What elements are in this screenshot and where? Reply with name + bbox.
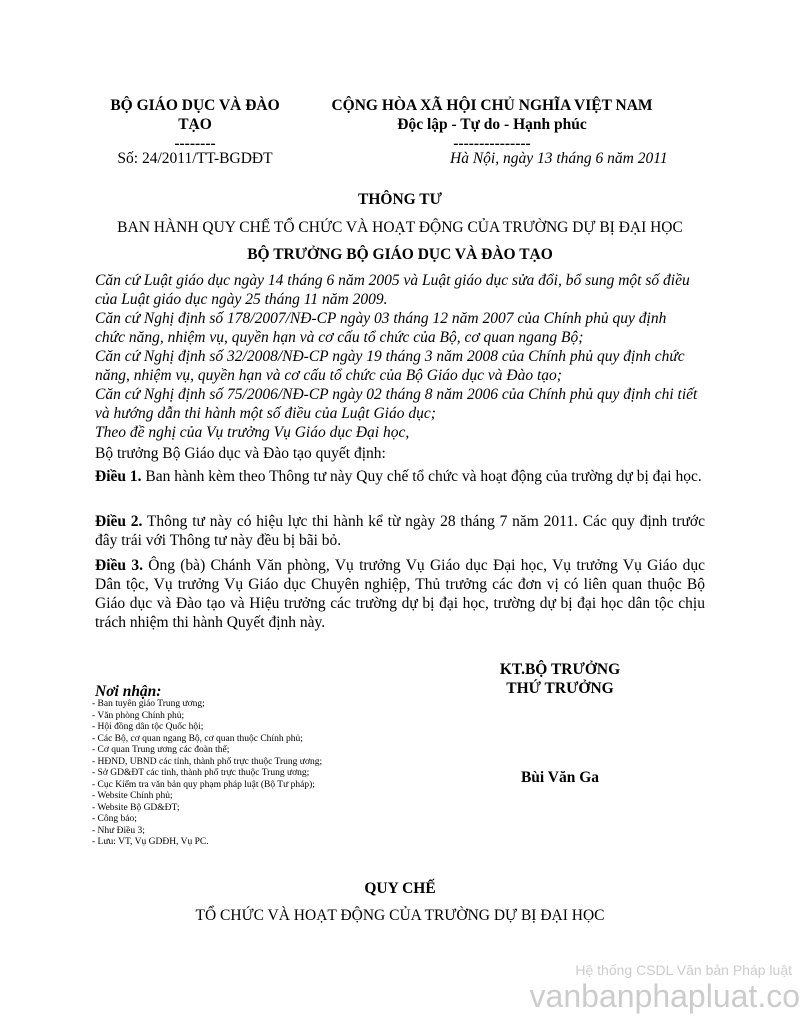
national-header	[318, 96, 666, 153]
article-2	[95, 512, 705, 550]
article-1	[95, 467, 705, 486]
ministry-name	[100, 96, 290, 153]
signature-title	[440, 660, 680, 698]
article-label: Điều 1.	[95, 468, 142, 485]
recipient-item: - Sở GD&ĐT các tỉnh, thành phố trực thuộc Trung ương;	[92, 768, 310, 778]
preamble-line: chức năng, nhiệm vụ, quyền hạn và cơ cấu tổ chức của Bộ, cơ quan ngang Bộ;	[95, 329, 584, 346]
motto-rule: ---------------	[453, 135, 531, 152]
article-label: Điều 2.	[95, 513, 143, 530]
decision-intro: Bộ trưởng Bộ Giáo dục và Đào tạo quyết định:	[95, 445, 386, 462]
country-name: CỘNG HÒA XÃ HỘI CHỦ NGHĨA VIỆT NAM	[331, 97, 653, 114]
recipient-item: - Các Bộ, cơ quan ngang Bộ, cơ quan thuộc Chính phủ;	[92, 733, 303, 744]
preamble-line: và hướng dẫn thi hành một số điều của Luật Giáo dục;	[95, 405, 436, 422]
article-text: Ban hành kèm theo Thông tư này Quy chế tổ chức và hoạt động của trường dự bị đại học.	[141, 468, 702, 485]
recipient-item: - Công báo;	[92, 814, 137, 824]
recipient-item: - Văn phòng Chính phủ;	[92, 710, 185, 721]
ministry-name-line2: TẠO	[178, 116, 212, 133]
regulation-subtitle: TỔ CHỨC VÀ HOẠT ĐỘNG CỦA TRƯỜNG DỰ BỊ ĐẠI HỌC	[195, 907, 605, 924]
place-date: Hà Nội, ngày 13 tháng 6 năm 2011	[450, 150, 668, 167]
document-subject: BAN HÀNH QUY CHẾ TỔ CHỨC VÀ HOẠT ĐỘNG CỦA TRƯỜNG DỰ BỊ ĐẠI HỌC	[117, 219, 683, 236]
document-number: Số: 24/2011/TT-BGDĐT	[117, 150, 273, 167]
signer-name: Bùi Văn Ga	[520, 769, 600, 786]
preamble-line: Căn cứ Luật giáo dục ngày 14 tháng 6 năm 2005 và Luật giáo dục sửa đổi, bổ sung một số điều	[95, 272, 690, 289]
watermark-site: vanbanphapluat.co	[529, 978, 800, 1014]
regulation-title: QUY CHẾ	[364, 880, 436, 897]
article-text: Ông (bà) Chánh Văn phòng, Vụ trưởng Vụ Giáo dục Đại học, Vụ trưởng Vụ Giáo dục Dân tộc, Vụ trưởng Vụ Giáo dục Chuyên nghiệp, Thủ trưởng các đơn vị có liên quan thuộc Bộ Giáo dục và Đào tạo và Hiệu trưởng các trường dự bị đại học, trường dự bị đại học dân tộc chịu trách nhiệm thi hành Quyết định này.	[95, 557, 706, 631]
document-type: THÔNG TƯ	[358, 191, 442, 208]
signature-line1: KT.BỘ TRƯỞNG	[499, 661, 621, 678]
preamble-line: của Luật giáo dục ngày 25 tháng 11 năm 2009.	[95, 291, 388, 308]
preamble	[95, 271, 715, 442]
recipients-heading: Nơi nhận:	[95, 683, 162, 700]
preamble-line: năng, nhiệm vụ, quyền hạn và cơ cấu tổ chức của Bộ Giáo dục và Đào tạo;	[95, 367, 562, 384]
recipient-item: - Cục Kiểm tra văn bản quy phạm pháp luật (Bộ Tư pháp);	[92, 779, 315, 790]
ministry-rule: --------	[174, 135, 216, 152]
recipient-item: - Cơ quan Trung ương các đoàn thể;	[92, 745, 230, 755]
watermark-system: Hệ thống CSDL Văn bản Pháp luật	[575, 962, 792, 978]
recipient-item: - Website Chính phủ;	[92, 791, 173, 801]
recipient-item: - Lưu: VT, Vụ GDĐH, Vụ PC.	[92, 837, 209, 847]
article-3	[95, 556, 705, 632]
recipient-item: - Như Điều 3;	[92, 825, 145, 836]
national-motto: Độc lập - Tự do - Hạnh phúc	[397, 116, 587, 133]
ministry-name-line1: BỘ GIÁO DỤC VÀ ĐÀO	[110, 97, 280, 114]
preamble-line: Căn cứ Nghị định số 75/2006/NĐ-CP ngày 02 tháng 8 năm 2006 của Chính phủ quy định chi tiết	[95, 386, 698, 403]
recipient-item: - Hội đồng dân tộc Quốc hội;	[92, 722, 204, 732]
signature-line2: THỨ TRƯỞNG	[506, 680, 614, 697]
issuer-title: BỘ TRƯỞNG BỘ GIÁO DỤC VÀ ĐÀO TẠO	[247, 246, 553, 263]
recipient-item: - Website Bộ GD&ĐT;	[92, 802, 180, 813]
article-text: Thông tư này có hiệu lực thi hành kể từ ngày 28 tháng 7 năm 2011. Các quy định trước đây trái với Thông tư này đều bị bãi bỏ.	[95, 513, 705, 549]
preamble-line: Căn cứ Nghị định số 178/2007/NĐ-CP ngày 03 tháng 12 năm 2007 của Chính phủ quy định	[95, 310, 667, 327]
article-label: Điều 3.	[95, 557, 143, 574]
recipients-list	[92, 699, 412, 849]
preamble-line: Theo đề nghị của Vụ trưởng Vụ Giáo dục Đại học,	[95, 424, 410, 441]
preamble-line: Căn cứ Nghị định số 32/2008/NĐ-CP ngày 19 tháng 3 năm 2008 của Chính phủ quy định chức	[95, 348, 685, 365]
recipient-item: - HĐND, UBND các tỉnh, thành phố trực thuộc Trung ương;	[92, 756, 323, 767]
recipient-item: - Ban tuyên giáo Trung ương;	[92, 699, 205, 709]
